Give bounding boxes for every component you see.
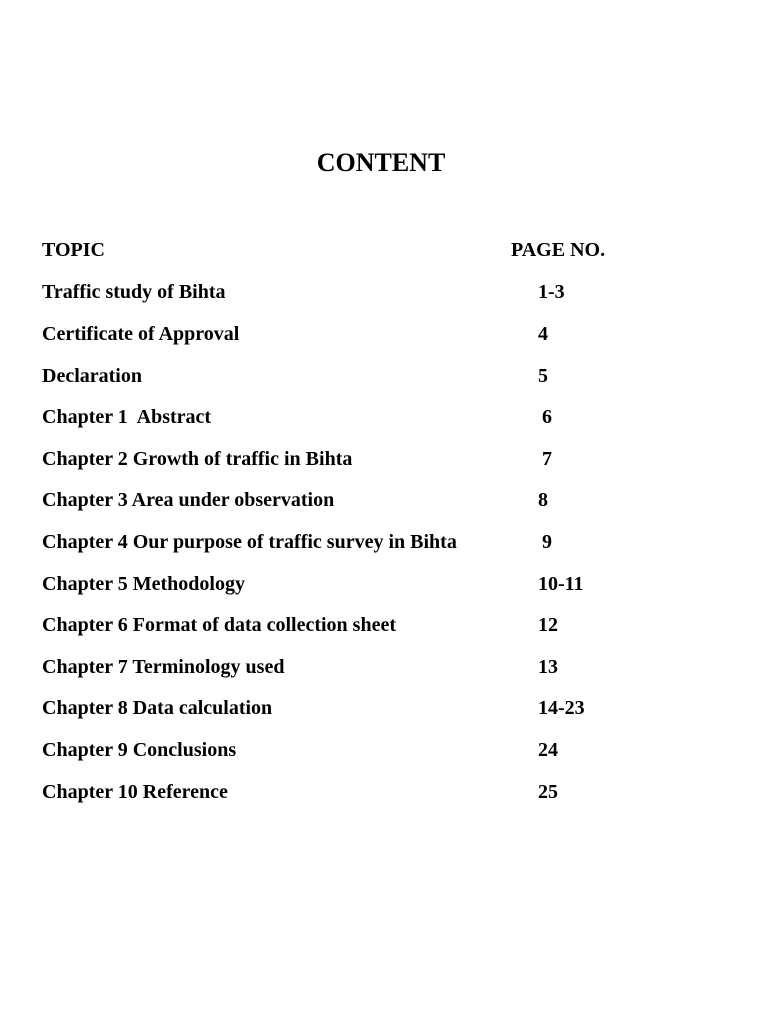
- toc-entry-page: 4: [538, 323, 548, 345]
- toc-entry-topic: Chapter 10 Reference: [42, 781, 228, 803]
- toc-entry-page: 24: [538, 739, 558, 761]
- toc-entry-topic: Chapter 9 Conclusions: [42, 739, 237, 761]
- toc-entry-page: 6: [542, 406, 552, 428]
- toc-entry-page: 25: [538, 781, 558, 803]
- toc-entry-topic: Chapter 4 Our purpose of traffic survey in Bihta: [42, 531, 457, 553]
- toc-entry-topic: Chapter 8 Data calculation: [42, 697, 273, 719]
- toc-entry-page: 13: [538, 656, 558, 678]
- toc-entry-page: 5: [538, 365, 548, 387]
- toc-entry-page: 10-11: [538, 573, 584, 595]
- toc-entry-topic: Chapter 6 Format of data collection sheet: [42, 614, 397, 636]
- topic-column-header: TOPIC: [42, 239, 105, 261]
- toc-entry-topic: Chapter 7 Terminology used: [42, 656, 285, 678]
- toc-entry-page: 7: [542, 448, 552, 470]
- page-number-column-header: PAGE NO.: [511, 239, 606, 261]
- toc-entry-topic: Chapter 1 Abstract: [42, 406, 212, 428]
- toc-entry-topic: Traffic study of Bihta: [42, 281, 226, 303]
- toc-entry-topic: Chapter 5 Methodology: [42, 573, 245, 595]
- toc-entry-topic: Certificate of Approval: [42, 323, 240, 345]
- toc-entry-topic: Declaration: [42, 365, 142, 387]
- toc-entry-page: 14-23: [538, 697, 585, 719]
- toc-entry-page: 12: [538, 614, 558, 636]
- toc-entry-topic: Chapter 2 Growth of traffic in Bihta: [42, 448, 353, 470]
- toc-entry-topic: Chapter 3 Area under observation: [42, 489, 335, 511]
- toc-entry-page: 8: [538, 489, 548, 511]
- page-title: CONTENT: [316, 148, 446, 177]
- toc-entry-page: 9: [542, 531, 552, 553]
- toc-entry-page: 1-3: [538, 281, 565, 303]
